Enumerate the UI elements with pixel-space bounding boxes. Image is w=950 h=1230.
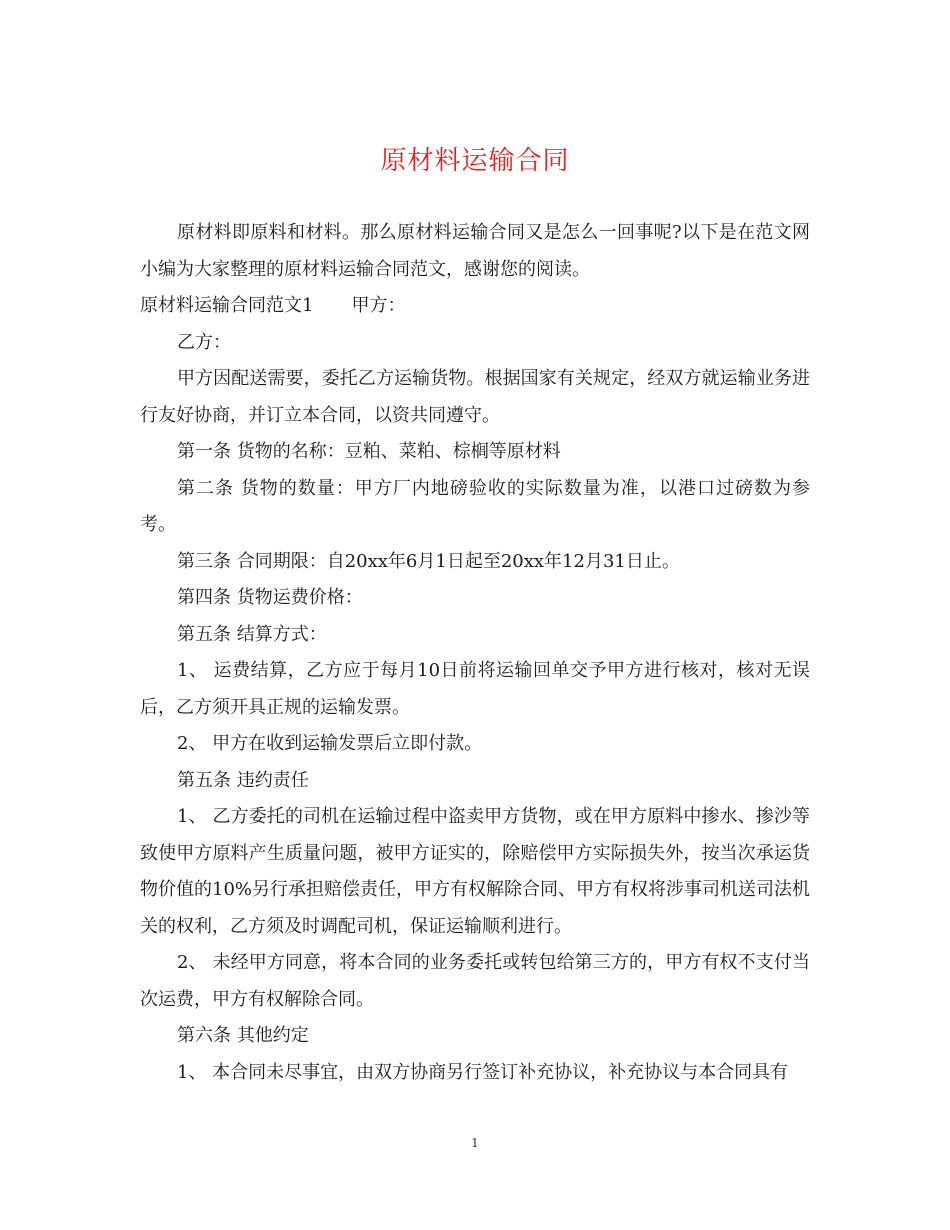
clause-4: 第四条 货物运费价格： xyxy=(177,587,363,608)
clause-6-item-1: 1、 本合同未尽事宜，由双方协商另行签订补充协议，补充协议与本合同具有 xyxy=(177,1061,789,1083)
page-number: 1 xyxy=(471,1136,479,1150)
party-a-label: 甲方： xyxy=(351,295,406,316)
sample-heading: 原材料运输合同范文1 xyxy=(140,295,314,316)
document-body xyxy=(140,215,810,1091)
clause-5: 第五条 结算方式： xyxy=(177,623,327,645)
clause-5b: 第五条 违约责任 xyxy=(177,769,309,791)
clause-3: 第三条 合同期限：自20xx年6月1日起至20xx年12月31日止。 xyxy=(177,550,680,572)
clause-2: 第二条 货物的数量：甲方厂内地磅验收的实际数量为准，以港口过磅数为参考。 xyxy=(140,477,810,535)
clause-5b-item-1: 1、 乙方委托的司机在运输过程中盗卖甲方货物，或在甲方原料中掺水、掺沙等致使甲方原料产生质量问题，被甲方证实的，除赔偿甲方实际损失外，按当次承运货物价值的10%另行承担赔偿责任，甲方有权解除合同、甲方有权将涉事司机送司法机关的权利，乙方须及时调配司机，保证运输顺利进行。 xyxy=(140,806,811,937)
clause-5-item-1: 1、 运费结算，乙方应于每月10日前将运输回单交予甲方进行核对，核对无误后，乙方须开具正规的运输发票。 xyxy=(140,660,810,718)
party-b-label: 乙方： xyxy=(177,331,231,353)
intro-paragraph: 原材料即原料和材料。那么原材料运输合同又是怎么一回事呢?以下是在范文网小编为大家整理的原材料运输合同范文，感谢您的阅读。 xyxy=(140,222,810,280)
clause-5-item-2: 2、 甲方在收到运输发票后立即付款。 xyxy=(177,733,483,754)
sample-heading-line xyxy=(140,288,810,325)
clause-1: 第一条 货物的名称：豆粕、菜粕、棕榈等原材料 xyxy=(177,441,561,462)
clause-6: 第六条 其他约定 xyxy=(177,1025,309,1046)
clause-5b-item-2: 2、 未经甲方同意，将本合同的业务委托或转包给第三方的，甲方有权不支付当次运费，甲方有权解除合同。 xyxy=(140,952,810,1010)
preamble-paragraph: 甲方因配送需要，委托乙方运输货物。根据国家有关规定，经双方就运输业务进行友好协商，并订立本合同，以资共同遵守。 xyxy=(140,368,810,426)
document-title: 原材料运输合同 xyxy=(380,146,570,176)
